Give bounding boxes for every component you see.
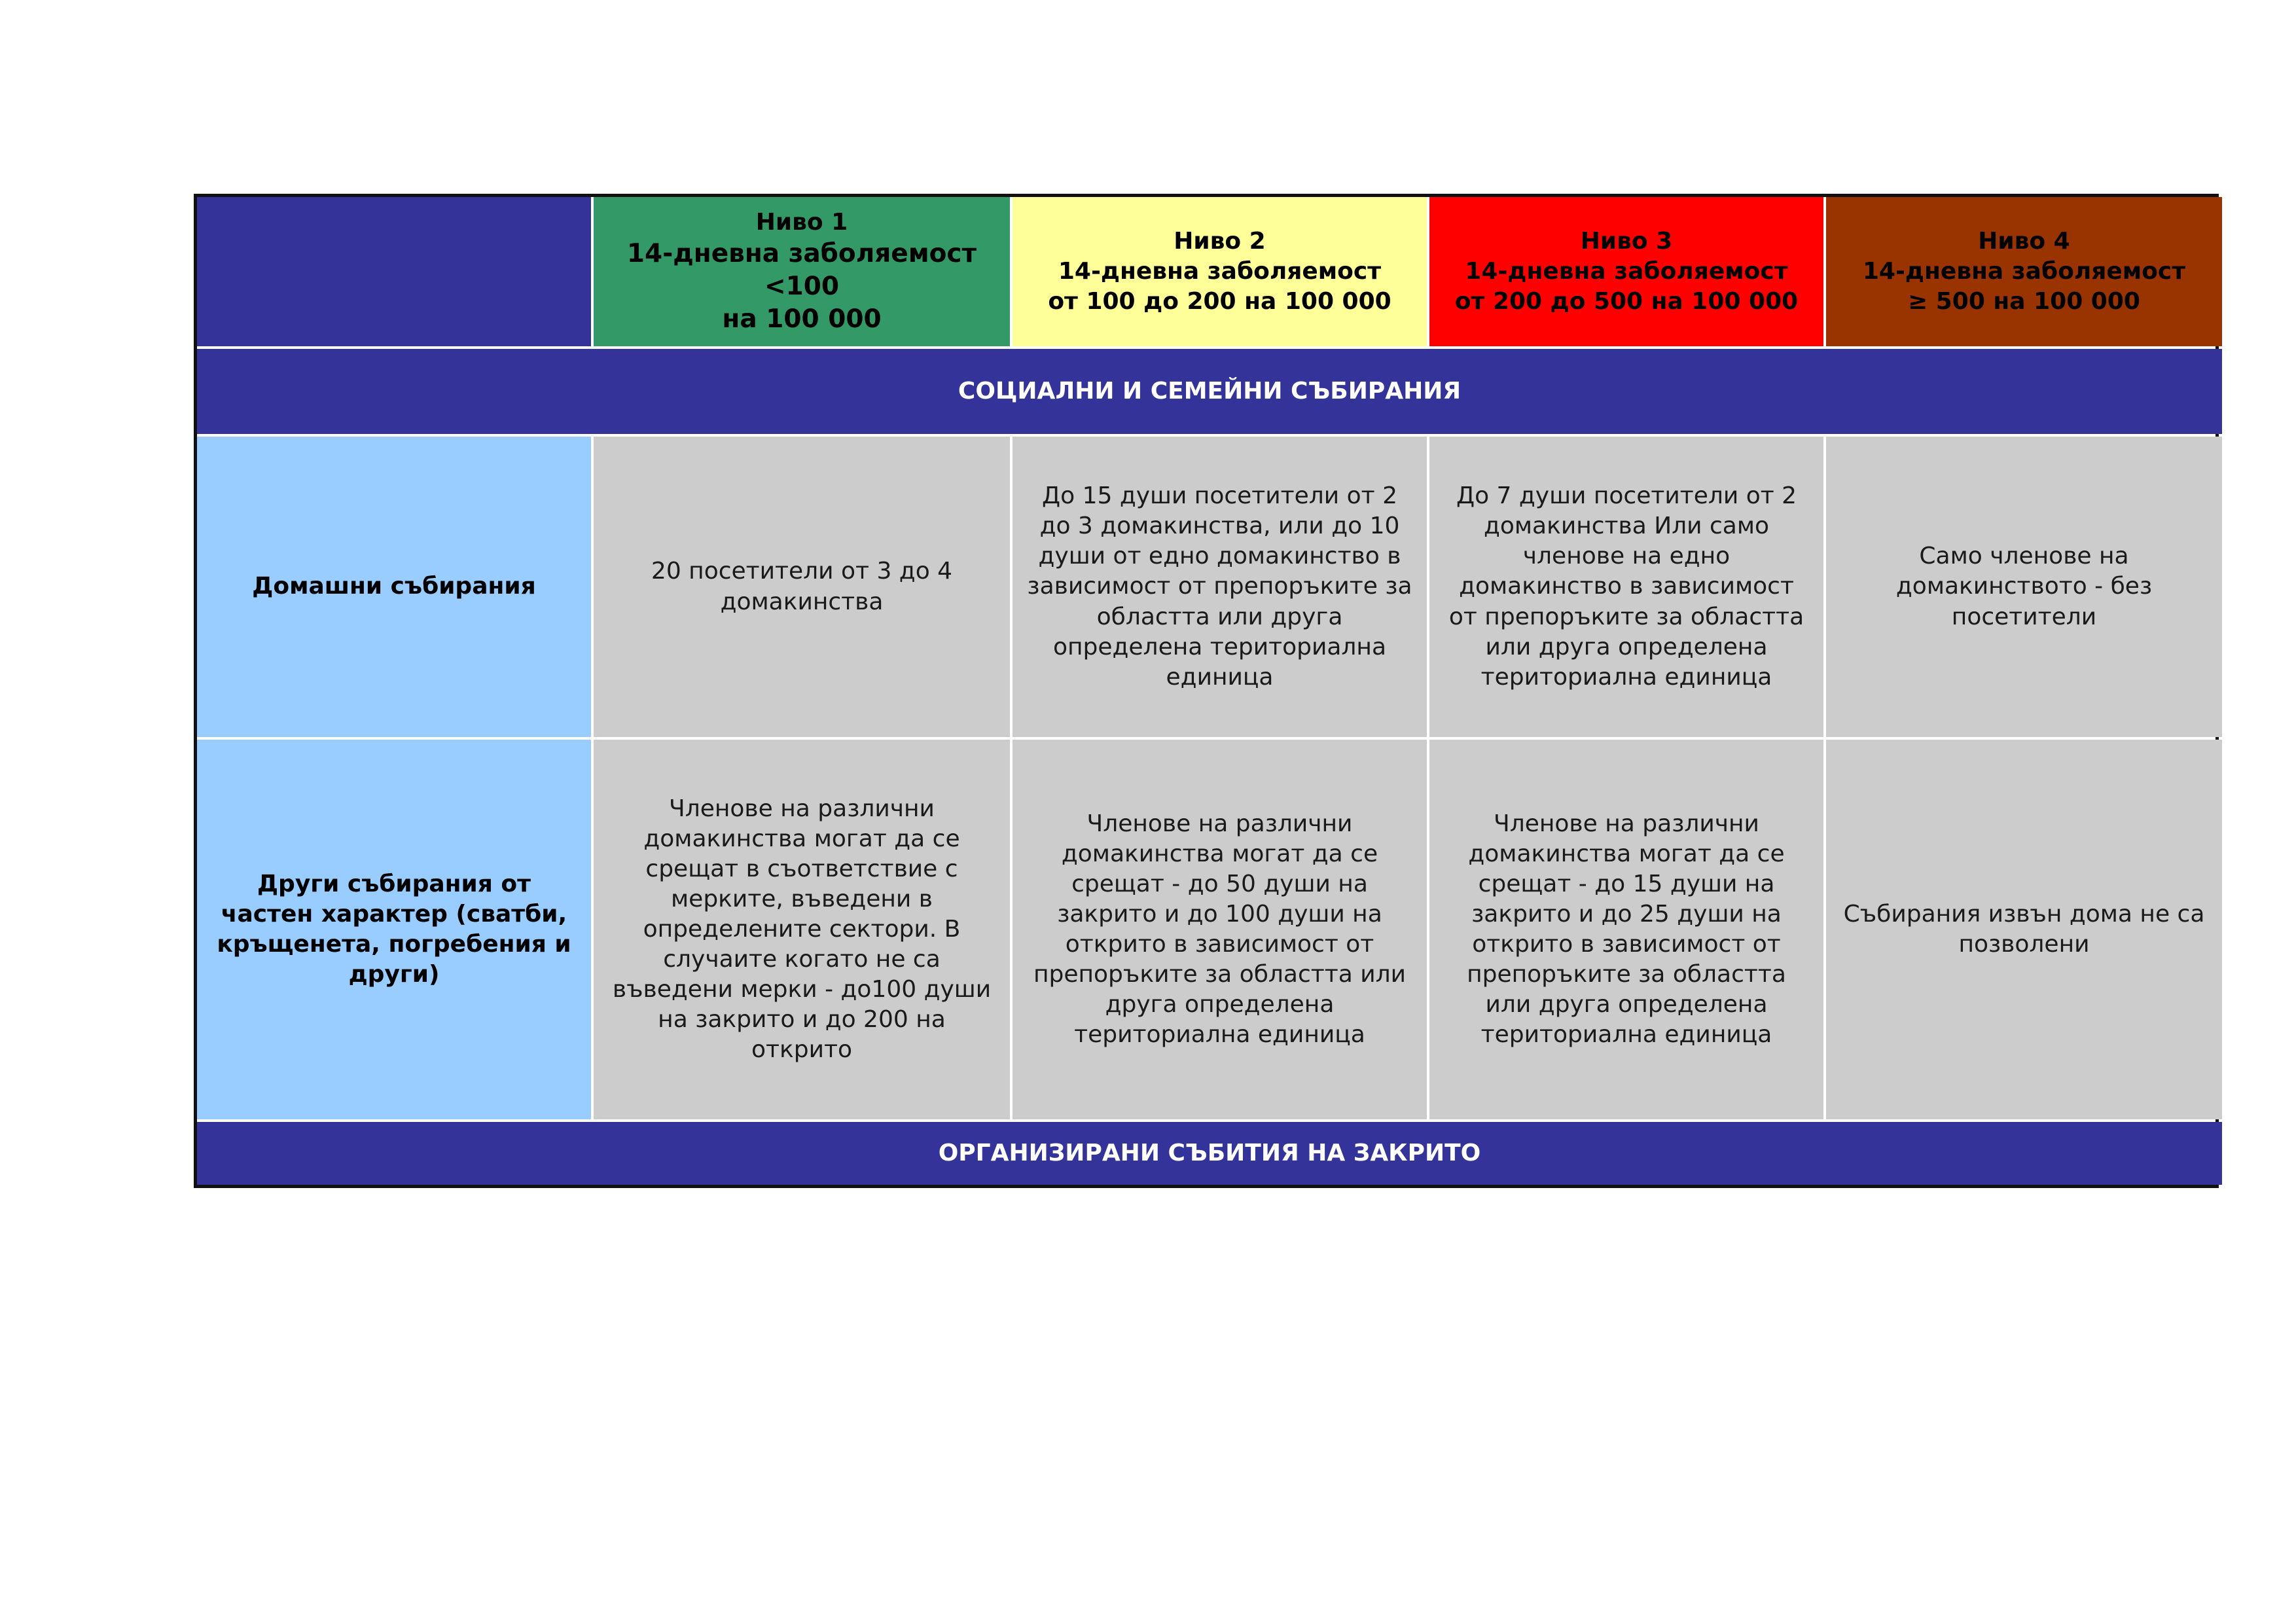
private-gatherings-level-1: Членове на различни домакинства могат да се срещат в съответствие с мерките, въведени в определените сектори. В случаите когато не са въведени мерки - до100 души на закрито и до 200 на открито [594,740,1010,1119]
level-incidence: 14-дневна заболяемост [1058,257,1382,285]
private-gatherings-level-3: Членове на различни домакинства могат да се срещат - до 15 души на закрито и до 25 души на открито в зависимост от препоръките за областта или друга определена териториална единица [1429,740,1823,1119]
restrictions-table [194,194,2219,1188]
level-range: от 200 до 500 на 100 000 [1454,288,1799,316]
level-range: на 100 000 [722,304,882,334]
level-incidence: 14-дневна заболяемост [1465,257,1788,285]
home-gatherings-level-4: Само членове на домакинството - без посетители [1826,437,2222,737]
section-indoor-events: ОРГАНИЗИРАНИ СЪБИТИЯ НА ЗАКРИТО [197,1122,2222,1185]
corner-cell [197,197,591,346]
row-header-home-gatherings: Домашни събирания [197,437,591,737]
private-gatherings-level-4: Събирания извън дома не са позволени [1826,740,2222,1119]
level-title: Ниво 2 [1174,227,1266,255]
level-title: Ниво 1 [755,209,848,236]
level-title: Ниво 4 [1978,227,2070,255]
level-title: Ниво 3 [1580,227,1673,255]
private-gatherings-level-2: Членове на различни домакинства могат да се срещат - до 50 души на закрито и до 100 души на открито в зависимост от препоръките за областта или друга определена териториална единица [1013,740,1427,1119]
home-gatherings-level-2: До 15 души посетители от 2 до 3 домакинства, или до 10 души от едно домакинство в зависимост от препоръките за областта или друга определена териториална единица [1013,437,1427,737]
level-1-header [594,197,1010,346]
level-range: от 100 до 200 на 100 000 [1048,288,1391,316]
section-social-gatherings: СОЦИАЛНИ И СЕМЕЙНИ СЪБИРАНИЯ [197,349,2222,434]
level-2-header [1013,197,1427,346]
level-incidence: 14-дневна заболяемост <100 [626,239,977,302]
level-incidence: 14-дневна заболяемост [1862,257,2186,285]
level-4-header [1826,197,2222,346]
level-range: ≥ 500 на 100 000 [1908,288,2140,316]
home-gatherings-level-3: До 7 души посетители от 2 домакинства Или само членове на едно домакинство в зависимост от препоръките за областта или друга определена териториална единица [1429,437,1823,737]
home-gatherings-level-1: 20 посетители от 3 до 4 домакинства [594,437,1010,737]
level-3-header [1429,197,1823,346]
row-header-private-gatherings: Други събирания от частен характер (сватби, кръщенета, погребения и други) [197,740,591,1119]
